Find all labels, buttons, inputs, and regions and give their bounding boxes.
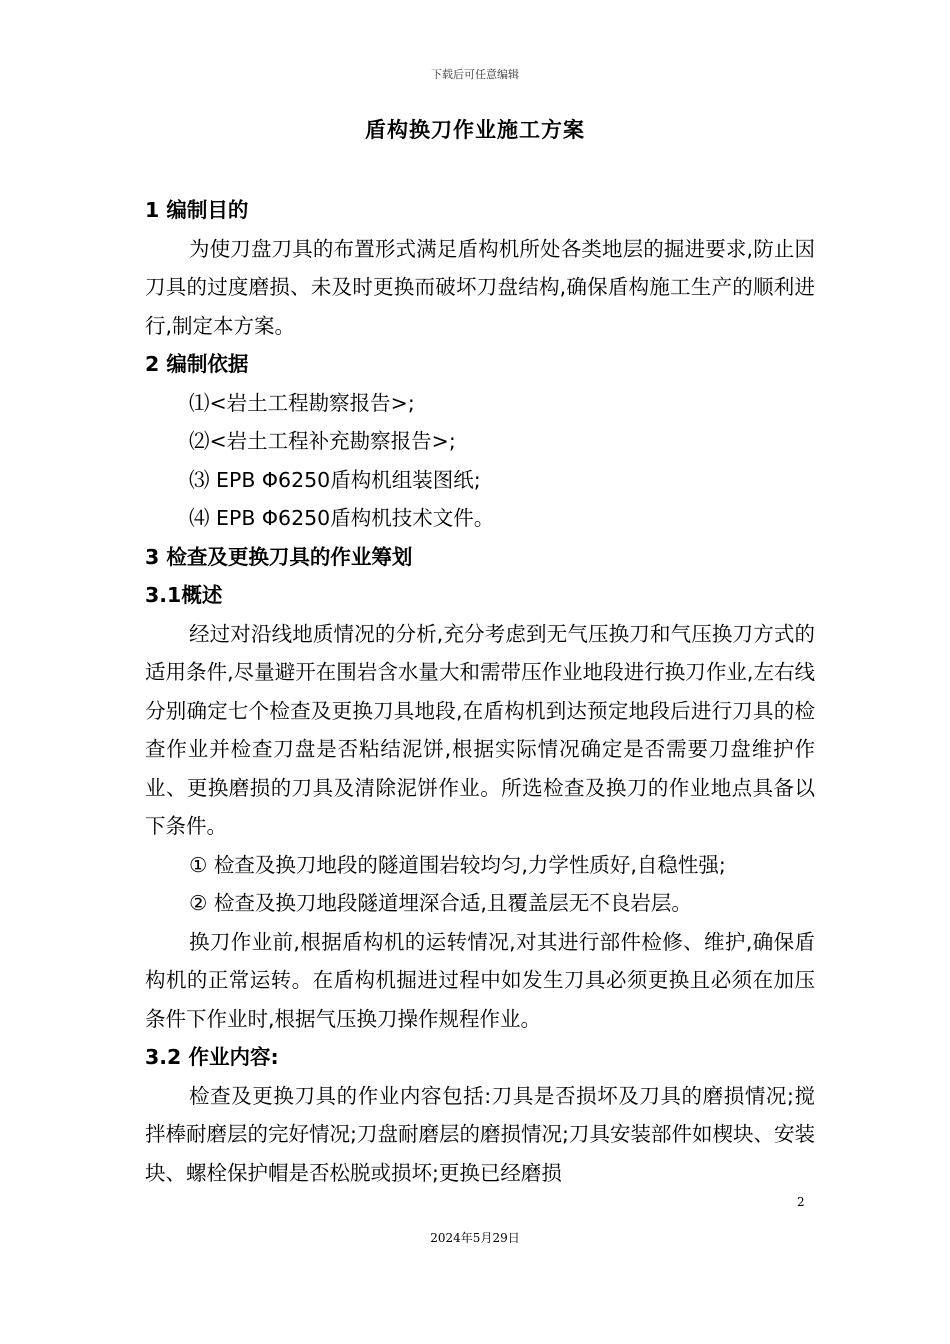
section-2-heading: 2 编制依据 [145, 352, 249, 376]
section-3-heading: 3 检查及更换刀具的作业筹划 [145, 544, 413, 569]
condition-item-2: ② 检查及换刀地段隧道埋深合适,且覆盖层无不良岩层。 [189, 891, 692, 915]
page-number: 2 [797, 1195, 805, 1209]
basis-item-1: ⑴<岩土工程勘察报告>; [189, 390, 415, 415]
section-1-heading: 1 编制目的 [145, 198, 249, 222]
footer-date: 2024年5月29日 [430, 1231, 520, 1245]
section-3-2-paragraph: 检查及更换刀具的作业内容包括:刀具是否损坏及刀具的磨损情况;搅拌棒耐磨层的完好情况;刀盘耐磨层的磨损情况;刀具安装部件如楔块、安装块、螺栓保护帽是否松脱或损坏;更换已经磨损 [145, 1083, 815, 1185]
section-3-2-heading: 3.2 作业内容: [145, 1045, 279, 1069]
section-3-1-paragraph-1: 经过对沿线地质情况的分析,充分考虑到无气压换刀和气压换刀方式的适用条件,尽量避开在围岩含水量大和需带压作业地段进行换刀作业,左右线分别确定七个检查及更换刀具地段,在盾构机到达预定地段后进行刀具的检查作业并检查刀盘是否粘结泥饼,根据实际情况确定是否需要刀盘维护作业、更换磨损的刀具及清除泥饼作业。所选检查及换刀的作业地点具备以下条件。 [145, 621, 815, 838]
document-body [145, 191, 815, 1192]
page-header: 下载后可任意编辑 [431, 68, 519, 81]
section-3-1-paragraph-2: 换刀作业前,根据盾构机的运转情况,对其进行部件检修、维护,确保盾构机的正常运转。在盾构机掘进过程中如发生刀具必须更换且必须在加压条件下作业时,根据气压换刀操作规程作业。 [145, 929, 815, 1031]
condition-item-1: ① 检查及换刀地段的隧道围岩较均匀,力学性质好,自稳性强; [189, 852, 726, 877]
document-title: 盾构换刀作业施工方案 [365, 118, 585, 142]
basis-item-3: ⑶ EPB Φ6250盾构机组装图纸; [189, 467, 481, 492]
basis-item-4: ⑷ EPB Φ6250盾构机技术文件。 [189, 506, 495, 530]
section-1-paragraph: 为使刀盘刀具的布置形式满足盾构机所处各类地层的掘进要求,防止因刀具的过度磨损、未及时更换而破坏刀盘结构,确保盾构施工生产的顺利进行,制定本方案。 [145, 236, 815, 338]
basis-item-2: ⑵<岩土工程补充勘察报告>; [189, 429, 456, 453]
section-3-1-heading: 3.1概述 [145, 583, 223, 607]
